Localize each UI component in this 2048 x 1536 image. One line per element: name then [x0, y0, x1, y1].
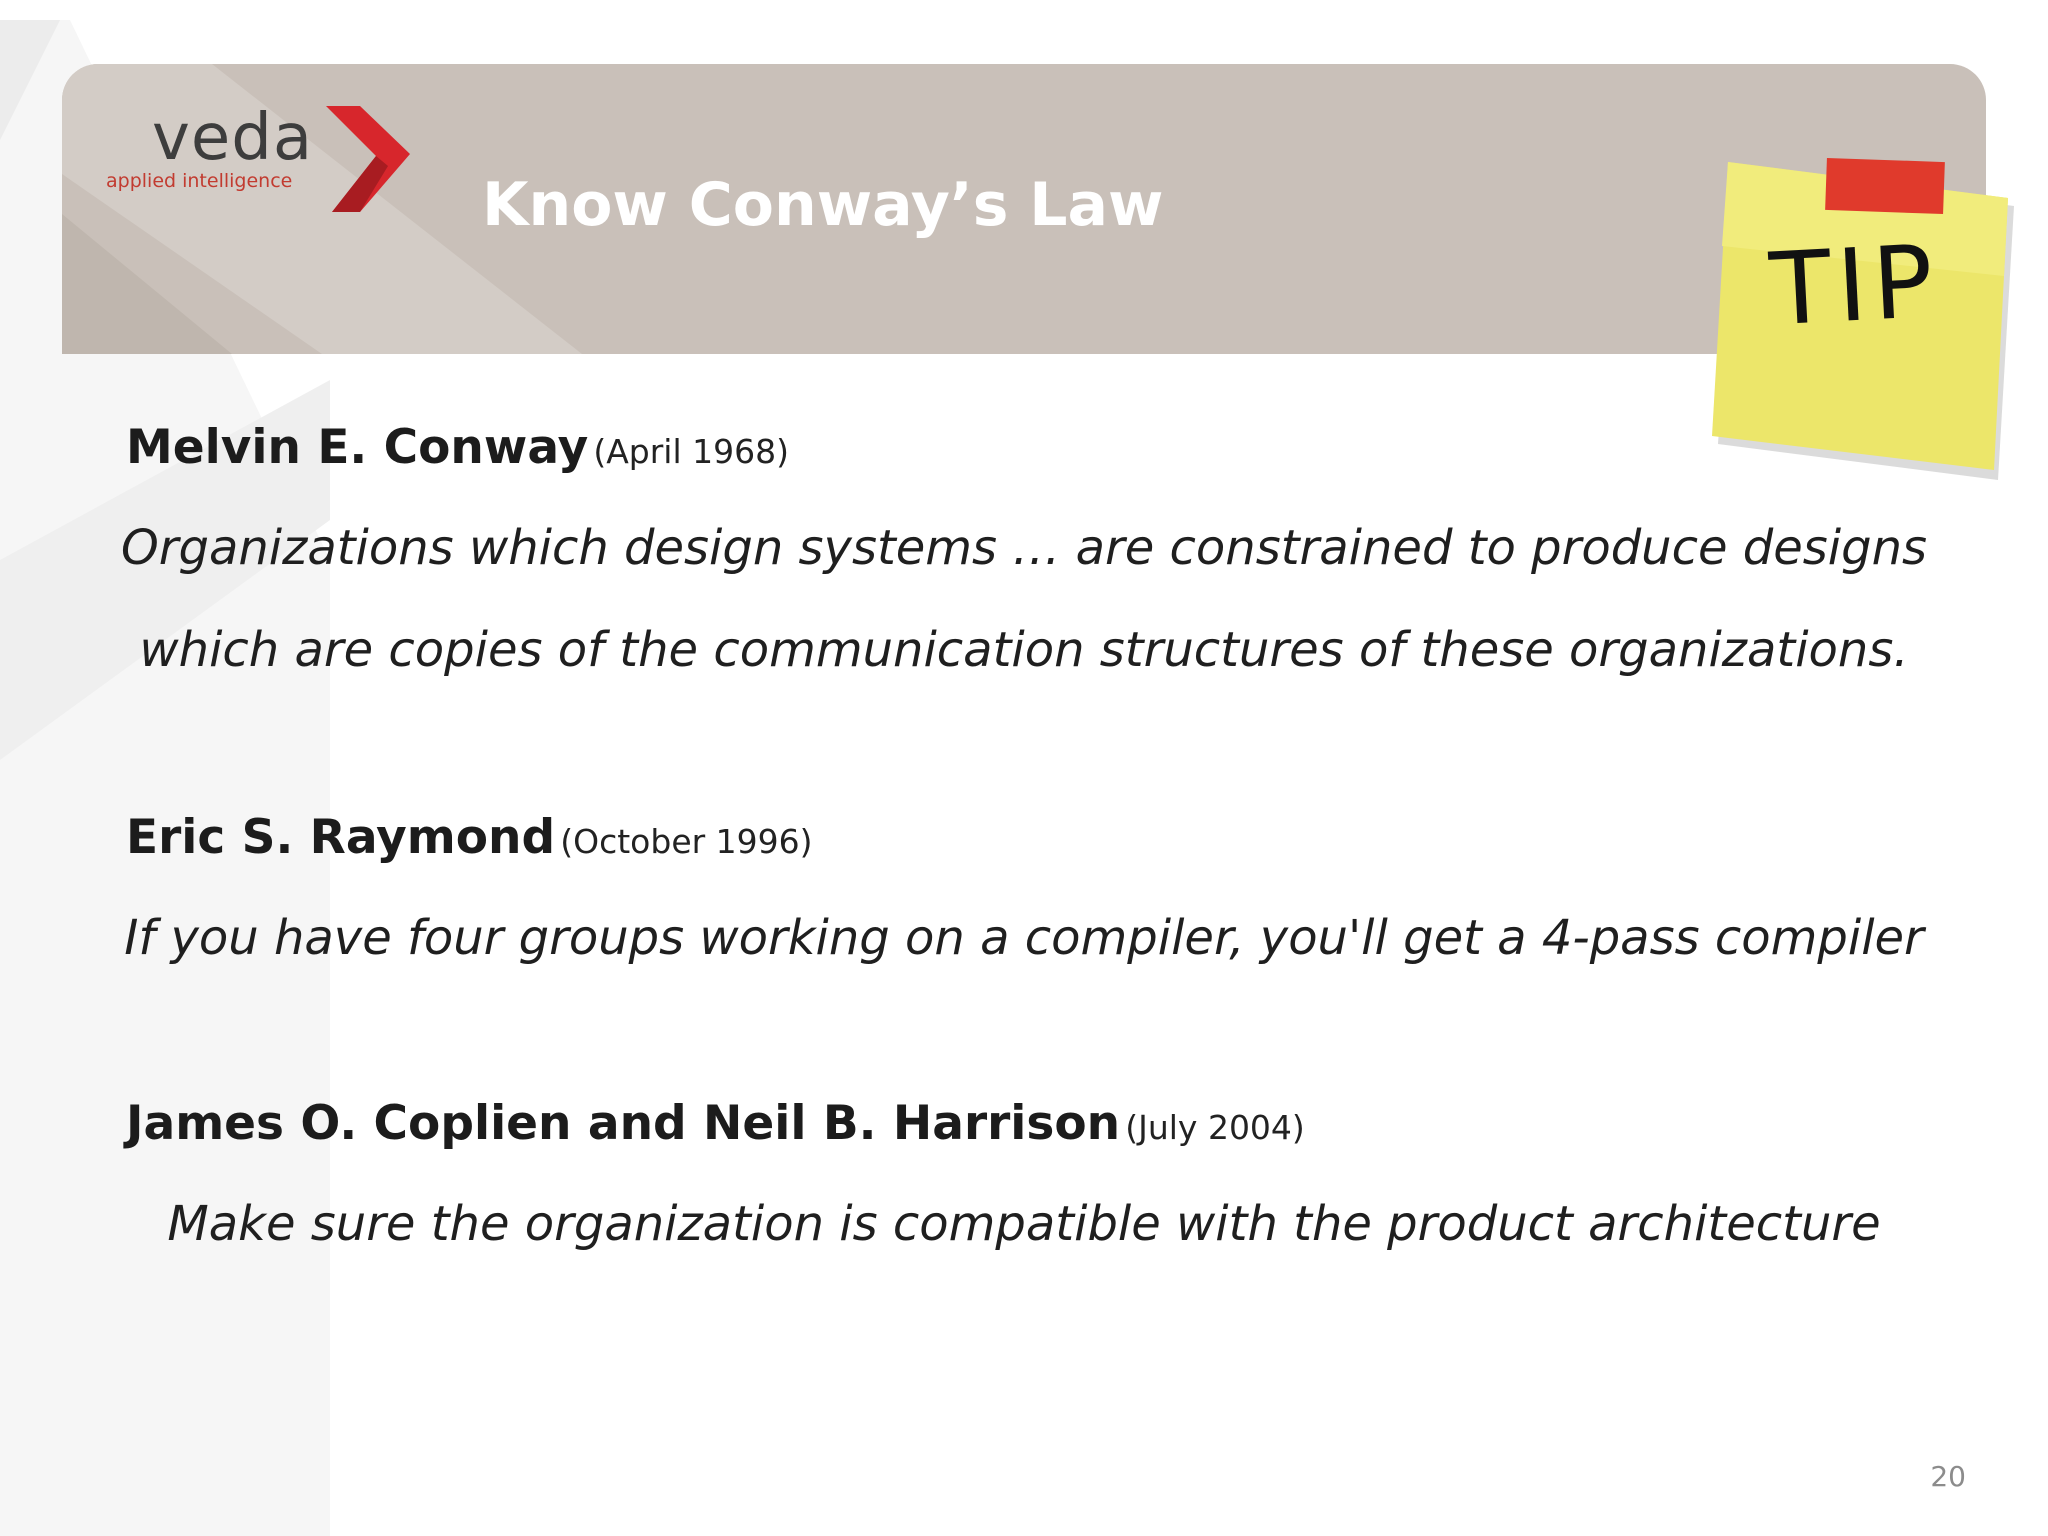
veda-logo: [104, 101, 414, 216]
author-line-coplien-harrison: [126, 1096, 1305, 1151]
author-date: (April 1968): [593, 432, 789, 471]
author-line-raymond: [126, 810, 813, 865]
chevron-logo-icon: [326, 106, 410, 212]
tip-sticky-note: [1708, 146, 2038, 486]
author-name: James O. Coplien and Neil B. Harrison: [126, 1096, 1121, 1151]
author-date: (October 1996): [560, 822, 813, 861]
logo-tagline: applied intelligence: [106, 170, 293, 192]
author-line-conway: [126, 420, 789, 475]
quote-line: which are copies of the communication structures of these organizations.: [139, 622, 1909, 678]
quote-line: Organizations which design systems … are constrained to produce designs: [120, 520, 1928, 576]
author-date: (July 2004): [1125, 1108, 1305, 1147]
author-name: Eric S. Raymond: [126, 810, 556, 865]
author-name: Melvin E. Conway: [126, 420, 589, 475]
page-number: 20: [1930, 1460, 1966, 1493]
slide-title: Know Conway’s Law: [482, 170, 1164, 240]
quote-line: Make sure the organization is compatible with the product architecture: [167, 1196, 1881, 1252]
quote-line: If you have four groups working on a compiler, you'll get a 4-pass compiler: [124, 910, 1924, 966]
logo-wordmark: veda: [152, 101, 314, 175]
tip-note-text: TIP: [1767, 222, 1942, 349]
